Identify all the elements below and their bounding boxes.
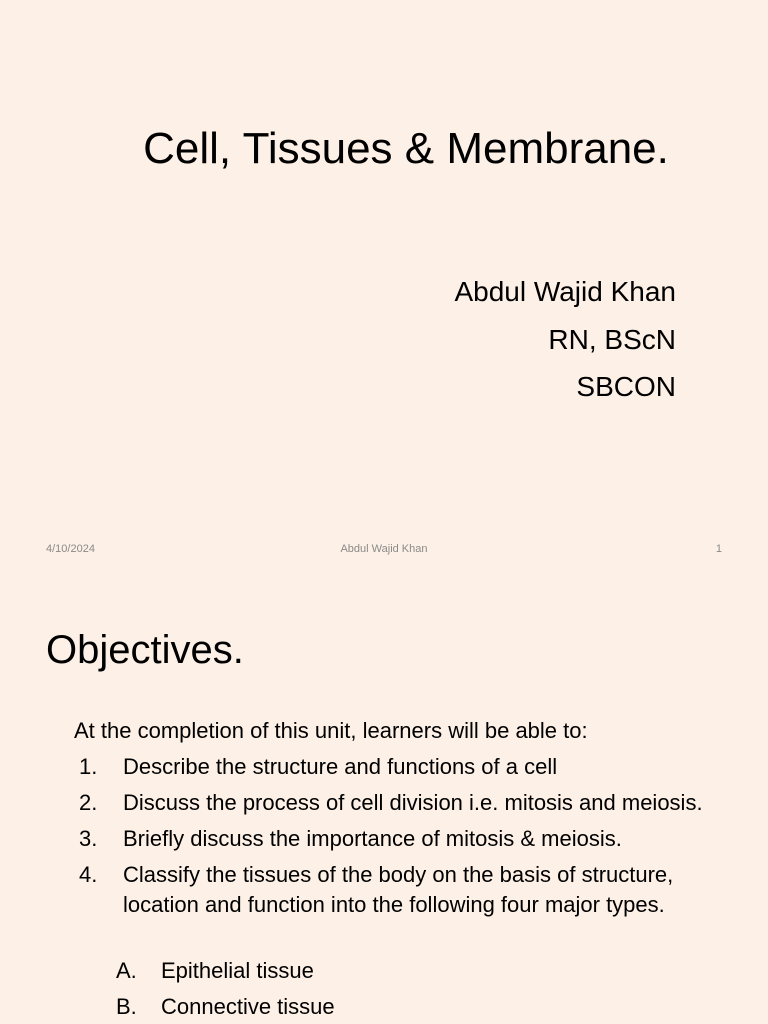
list-item-number: 3.: [79, 826, 98, 851]
objectives-title: Objectives.: [46, 628, 244, 672]
list-item-text: Briefly discuss the importance of mitosis & meiosis.: [123, 826, 622, 851]
list-item-text: Describe the structure and functions of a cell: [123, 754, 558, 779]
presenter-institution: SBCON: [576, 371, 676, 402]
list-item: [74, 788, 734, 818]
objectives-intro: At the completion of this unit, learners will be able to:: [74, 718, 588, 743]
tissue-types-list: [116, 956, 335, 1024]
list-item-text: Discuss the process of cell division i.e. mitosis and meiosis.: [123, 790, 703, 815]
list-item: [74, 824, 734, 854]
slide-2: [0, 576, 768, 1024]
footer-page-number: 1: [715, 543, 722, 555]
list-item-number: 4.: [79, 862, 98, 887]
list-item: [74, 752, 734, 782]
list-item-text: Classify the tissues of the body on the basis of structure, location and function into the following four major types.: [123, 862, 674, 917]
list-item-number: 2.: [79, 790, 98, 815]
sub-list-item: [116, 992, 335, 1022]
sub-list-item-text: Connective tissue: [161, 994, 335, 1019]
footer-author: Abdul Wajid Khan: [340, 543, 428, 555]
slide-title: Cell, Tissues & Membrane.: [143, 124, 669, 173]
sub-list-item: [116, 956, 335, 986]
objectives-list: [74, 752, 734, 926]
footer-date: 4/10/2024: [46, 543, 95, 555]
presenter-name: Abdul Wajid Khan: [454, 276, 676, 307]
list-item-number: 1.: [79, 754, 98, 779]
presenter-credentials: RN, BScN: [548, 323, 676, 355]
sub-list-item-letter: A.: [116, 958, 137, 983]
sub-list-item-text: Epithelial tissue: [161, 958, 314, 983]
presenter-block: [454, 268, 676, 411]
list-item: [74, 860, 734, 920]
sub-list-item-letter: B.: [116, 994, 137, 1019]
